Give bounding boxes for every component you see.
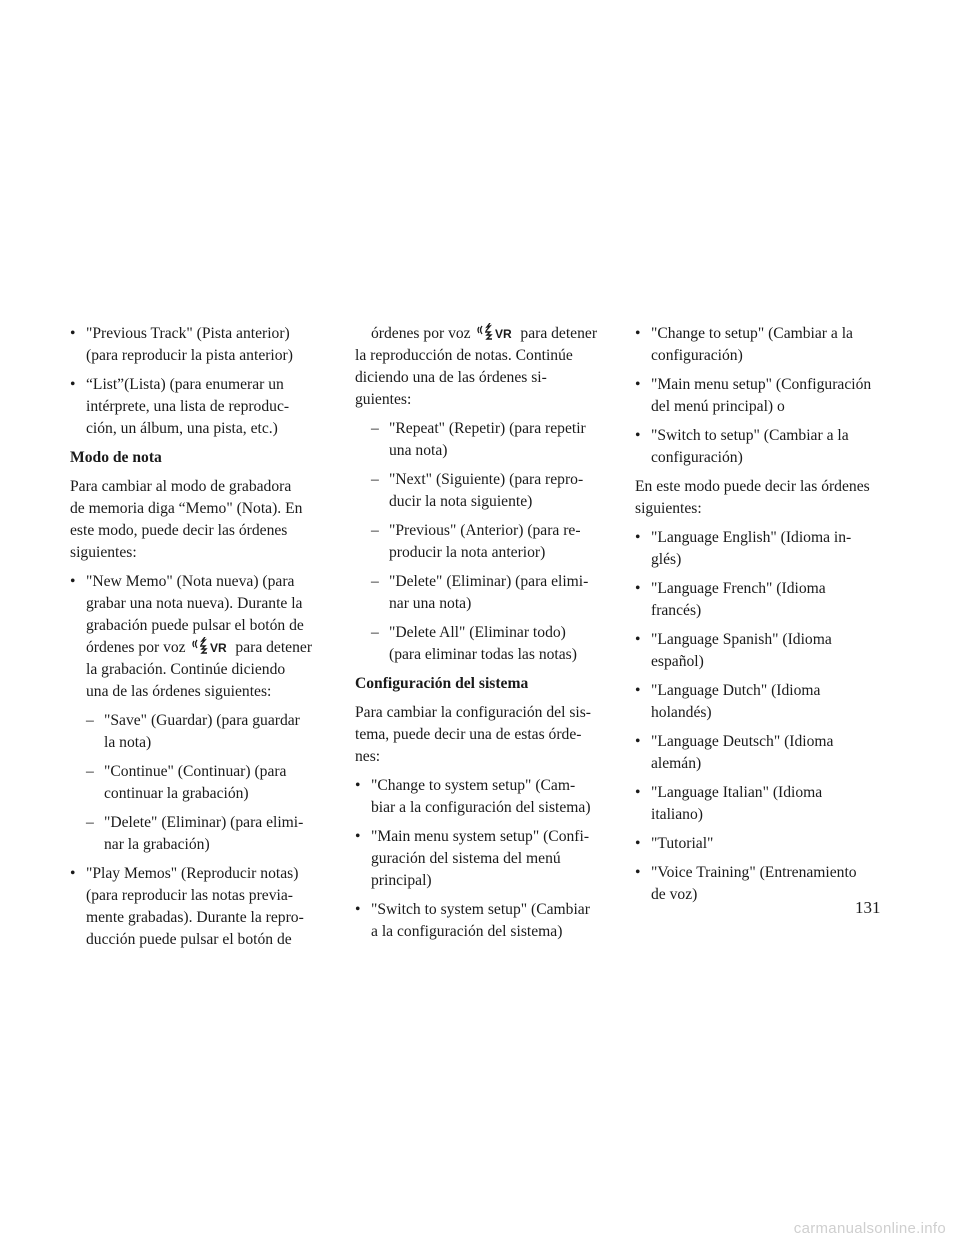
list-item-play-memos: • "Play Memos" (Reproducir notas) (para reproducir las notas previa- mente grabadas). Durante la repro- ducción puede pulsar el botón de [70, 863, 322, 951]
heading-system-setup: Configuración del sistema [355, 675, 529, 692]
heading-memo-mode: Modo de nota [70, 449, 162, 466]
list-item-tutorial: • "Tutorial" [635, 833, 885, 855]
list-item-change-to-setup: • "Change to setup" (Cambiar a la configuración) [635, 323, 885, 367]
watermark: carmanualsonline.info [793, 1220, 946, 1237]
list-item-language-deutsch: • "Language Deutsch" (Idioma alemán) [635, 731, 885, 775]
column-right [635, 323, 885, 913]
sub-item-delete-recording: – "Delete" (Eliminar) (para elimi- nar la grabación) [70, 812, 322, 856]
list-item-switch-to-setup: • "Switch to setup" (Cambiar a la configuración) [635, 425, 885, 469]
column-middle [355, 323, 605, 950]
list-item-main-menu-system-setup: • "Main menu system setup" (Confi- guración del sistema del menú principal) [355, 826, 605, 892]
list-item-list: • “List”(Lista) (para enumerar un intérprete, una lista de reproduc- ción, un álbum, una pista, etc.) [70, 374, 322, 440]
list-item-language-english: • "Language English" (Idioma in- glés) [635, 527, 885, 571]
sub-item-delete-note: – "Delete" (Eliminar) (para elimi- nar una nota) [355, 571, 605, 615]
list-item-previous-track: • "Previous Track" (Pista anterior) (para reproducir la pista anterior) [70, 323, 322, 367]
list-item-language-dutch: • "Language Dutch" (Idioma holandés) [635, 680, 885, 724]
setup-commands-paragraph: En este modo puede decir las órdenes siguientes: [635, 478, 870, 517]
svg-text:VR: VR [209, 641, 227, 655]
memo-mode-paragraph: Para cambiar al modo de grabadora de memoria diga “Memo" (Nota). En este modo, puede decir las órdenes siguientes: [70, 478, 303, 561]
list-item-voice-training: • "Voice Training" (Entrenamiento de voz) [635, 862, 885, 906]
sub-item-delete-all: – "Delete All" (Eliminar todo) (para eliminar todas las notas) [355, 622, 605, 666]
column-left [70, 323, 322, 958]
system-setup-paragraph: Para cambiar la configuración del sis- tema, puede decir una de estas órde- nes: [355, 704, 591, 765]
voice-command-vr-icon [191, 637, 231, 655]
list-item-language-spanish: • "Language Spanish" (Idioma español) [635, 629, 885, 673]
list-item-change-to-system-setup: • "Change to system setup" (Cam- biar a la configuración del sistema) [355, 775, 605, 819]
list-item-new-memo: • "New Memo" (Nota nueva) (para grabar una nota nueva). Durante la grabación puede pulsar el botón de órdenes por voz VR para detener la grabación. Continúe diciendo una de las órdenes siguientes: [70, 571, 322, 703]
svg-text:VR: VR [494, 327, 512, 341]
sub-item-repeat: – "Repeat" (Repetir) (para repetir una nota) [355, 418, 605, 462]
sub-item-next: – "Next" (Siguiente) (para repro- ducir la nota siguiente) [355, 469, 605, 513]
list-item-switch-to-system-setup: • "Switch to system setup" (Cambiar a la configuración del sistema) [355, 899, 605, 943]
sub-item-continue: – "Continue" (Continuar) (para continuar la grabación) [70, 761, 322, 805]
sub-item-previous: – "Previous" (Anterior) (para re- producir la nota anterior) [355, 520, 605, 564]
list-item-main-menu-setup: • "Main menu setup" (Configuración del menú principal) o [635, 374, 885, 418]
play-memos-continuation: órdenes por voz VR para detener la reproducción de notas. Continúe diciendo una de las órdenes si- guientes: [355, 325, 598, 408]
list-item-language-italian: • "Language Italian" (Idioma italiano) [635, 782, 885, 826]
list-item-language-french: • "Language French" (Idioma francés) [635, 578, 885, 622]
page-number: 131 [855, 898, 881, 917]
sub-item-save: – "Save" (Guardar) (para guardar la nota) [70, 710, 322, 754]
voice-command-vr-icon [476, 323, 516, 341]
